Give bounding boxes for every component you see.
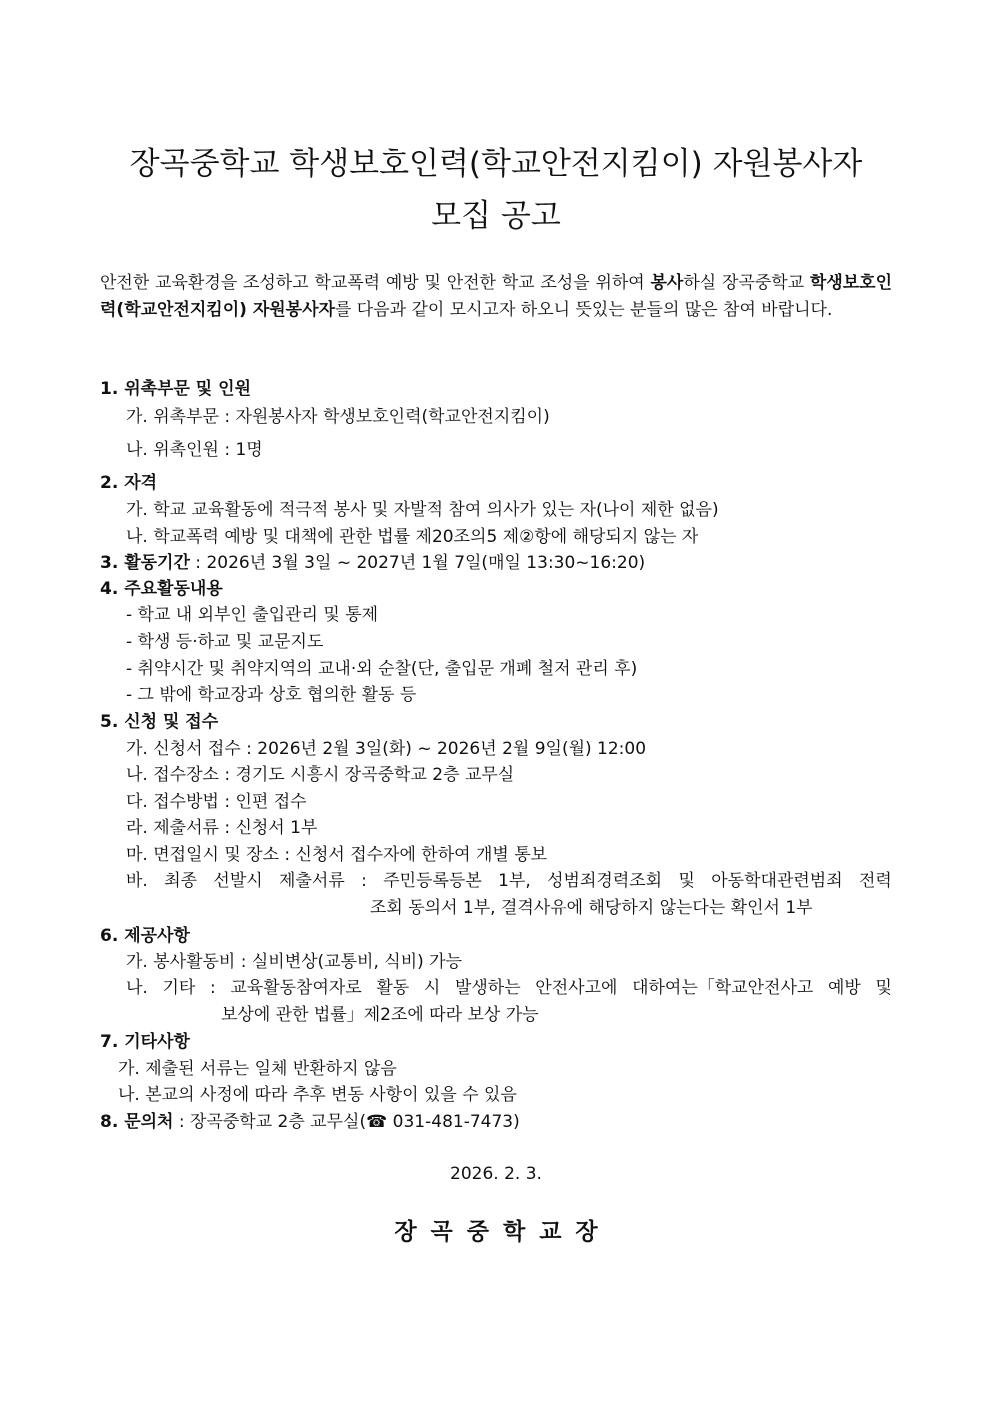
section-1-item-b: 나. 위촉인원 : 1명 bbox=[126, 440, 263, 460]
section-3-heading: 3. 활동기간 bbox=[100, 553, 190, 573]
word: 기타 bbox=[162, 978, 196, 998]
word: 성범죄경력조회 bbox=[547, 871, 663, 891]
section-4-item: - 학교 내 외부인 출입관리 및 통제 bbox=[126, 605, 379, 625]
section-8-heading: 8. 문의처 bbox=[100, 1112, 174, 1132]
intro-text-1: 안전한 교육환경을 조성하고 학교폭력 예방 및 안전한 학교 조성을 위하여 bbox=[100, 273, 651, 293]
section-5-item-f-continued: 조회 동의서 1부, 결격사유에 해당하지 않는다는 확인서 1부 bbox=[370, 898, 813, 918]
section-4-heading: 4. 주요활동내용 bbox=[100, 579, 223, 599]
intro-text-3: 를 다음과 같이 모시고자 하오니 뜻있는 분들의 많은 참여 바랍니다. bbox=[334, 299, 833, 320]
section-6-item-a: 가. 봉사활동비 : 실비변상(교통비, 식비) 가능 bbox=[126, 952, 462, 972]
section-4-item: - 학생 등·하교 및 교문지도 bbox=[126, 632, 324, 652]
section-5-item-b: 나. 접수장소 : 경기도 시흥시 장곡중학교 2층 교무실 bbox=[126, 765, 515, 785]
notice-date: 2026. 2. 3. bbox=[450, 1164, 542, 1184]
word: 발생하는 bbox=[454, 978, 521, 998]
word: 및 bbox=[875, 978, 892, 998]
word: 선발시 bbox=[213, 871, 263, 891]
section-5-item-a: 가. 신청서 접수 : 2026년 2월 3일(화) ~ 2026년 2월 9일(월) 12:00 bbox=[126, 739, 647, 759]
section-5-item-d: 라. 제출서류 : 신청서 1부 bbox=[126, 818, 318, 838]
word: 바. bbox=[126, 871, 148, 891]
word: 최종 bbox=[164, 871, 198, 891]
word: 나. bbox=[126, 978, 148, 998]
phone-number: 031-481-7473) bbox=[387, 1112, 520, 1132]
intro-bold-1: 봉사 bbox=[650, 273, 684, 293]
word: 교육활동참여자로 bbox=[230, 978, 362, 998]
word: 및 bbox=[678, 871, 695, 891]
word: 안전사고에 bbox=[535, 978, 618, 998]
section-3-line bbox=[100, 553, 645, 573]
word: : bbox=[209, 978, 216, 998]
section-7-item-b: 나. 본교의 사정에 따라 추후 변동 사항이 있을 수 있음 bbox=[118, 1085, 517, 1105]
word: 활동 bbox=[376, 978, 410, 998]
word: 주민등록등본 bbox=[383, 871, 482, 891]
section-6-item-b-continued: 보상에 관한 법률」제2조에 따라 보상 가능 bbox=[221, 1005, 539, 1025]
section-1-item-a: 가. 위촉부문 : 자원봉사자 학생보호인력(학교안전지킴이) bbox=[126, 407, 550, 427]
word: 시 bbox=[423, 978, 441, 998]
word: 아동학대관련범죄 bbox=[711, 871, 843, 891]
section-6-item-b bbox=[126, 978, 892, 998]
word: : bbox=[361, 871, 367, 891]
section-5-heading: 5. 신청 및 접수 bbox=[100, 712, 219, 732]
section-3-text: : 2026년 3월 3일 ~ 2027년 1월 7일(매일 13:30~16:20) bbox=[189, 553, 646, 573]
section-7-heading: 7. 기타사항 bbox=[100, 1032, 190, 1052]
section-2-item-a: 가. 학교 교육활동에 적극적 봉사 및 자발적 참여 의사가 있는 자(나이 제한 없음) bbox=[126, 500, 719, 520]
section-1-heading: 1. 위촉부문 및 인원 bbox=[100, 379, 251, 399]
phone-icon: ☎ bbox=[366, 1112, 388, 1132]
section-5-item-f bbox=[126, 871, 892, 891]
section-2-item-b: 나. 학교폭력 예방 및 대책에 관한 법률 제20조의5 제②항에 해당되지 않는 자 bbox=[126, 527, 699, 547]
section-5-item-c: 다. 접수방법 : 인편 접수 bbox=[126, 792, 307, 812]
section-5-item-e: 마. 면접일시 및 장소 : 신청서 접수자에 한하여 개별 통보 bbox=[126, 845, 548, 865]
word: 예방 bbox=[827, 978, 861, 998]
word: 대하여는「학교안전사고 bbox=[632, 978, 814, 998]
section-4-item: - 그 밖에 학교장과 상호 협의한 활동 등 bbox=[126, 685, 417, 705]
section-2-heading: 2. 자격 bbox=[100, 473, 158, 493]
word: 1부, bbox=[498, 871, 531, 891]
section-8-text: : 장곡중학교 2층 교무실( bbox=[173, 1112, 367, 1132]
section-4-item: - 취약시간 및 취약지역의 교내·외 순찰(단, 출입문 개폐 철저 관리 후) bbox=[126, 659, 638, 679]
word: 제출서류 bbox=[279, 871, 345, 891]
intro-paragraph bbox=[100, 270, 892, 323]
intro-text-2: 하실 장곡중학교 bbox=[683, 273, 810, 293]
word: 전력 bbox=[859, 871, 892, 891]
intro-bold-2: 학생보호인력(학교안전지킴이) 자원봉사자 bbox=[100, 273, 893, 320]
page-subtitle: 모집 공고 bbox=[431, 198, 561, 234]
section-6-heading: 6. 제공사항 bbox=[100, 926, 190, 946]
section-7-item-a: 가. 제출된 서류는 일체 반환하지 않음 bbox=[118, 1059, 397, 1079]
page-title: 장곡중학교 학생보호인력(학교안전지킴이) 자원봉사자 bbox=[129, 146, 863, 182]
signature: 장곡중학교장 bbox=[394, 1219, 612, 1245]
section-8-line bbox=[100, 1112, 520, 1132]
